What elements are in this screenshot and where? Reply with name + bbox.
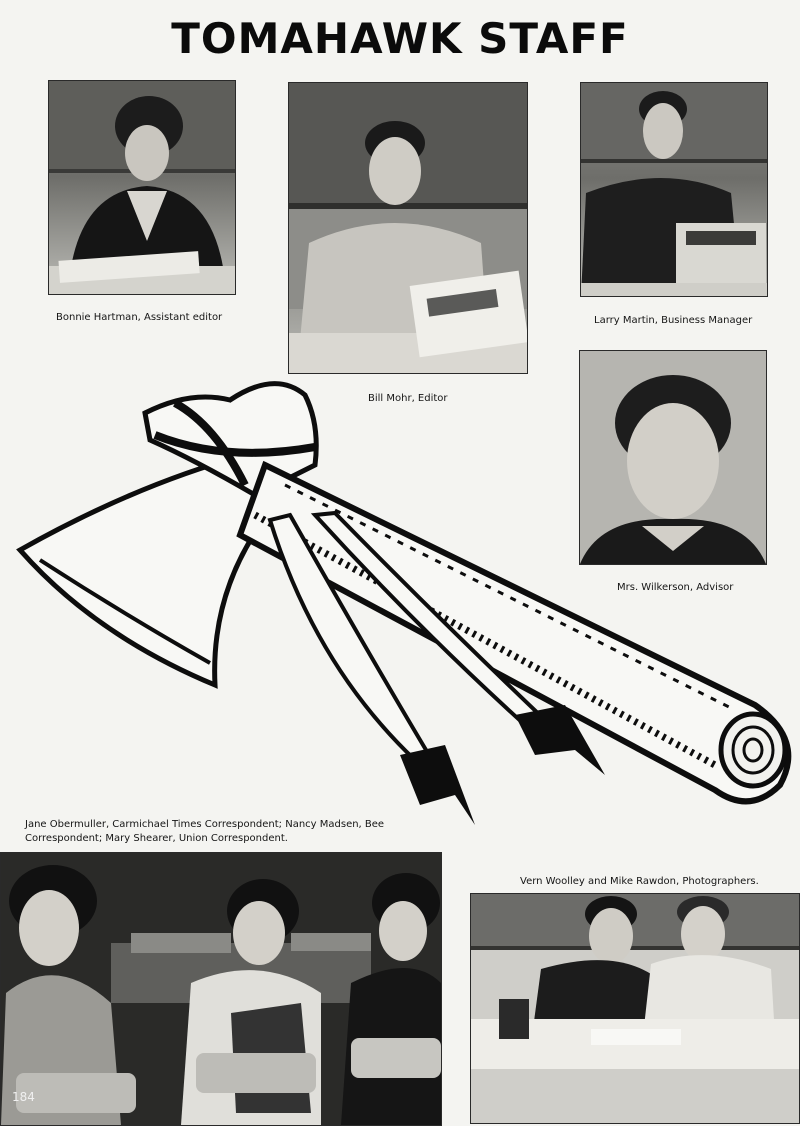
portrait-figure-icon [581,83,767,296]
caption-mrs-wilkerson: Mrs. Wilkerson, Advisor [617,582,734,593]
caption-photographers: Vern Woolley and Mike Rawdon, Photographers. [520,876,759,887]
caption-bill-mohr: Bill Mohr, Editor [368,393,448,404]
page-title: TOMAHAWK STAFF [171,14,629,63]
photo-larry-martin [580,82,768,297]
tomahawk-illustration-icon [15,365,800,835]
caption-larry-martin: Larry Martin, Business Manager [594,315,753,326]
group-photo-icon [471,894,799,1123]
photo-correspondents [0,852,442,1126]
photo-bill-mohr [288,82,528,374]
group-photo-icon [1,853,441,1125]
caption-bonnie-hartman: Bonnie Hartman, Assistant editor [56,312,223,323]
photo-photographers [470,893,800,1124]
portrait-figure-icon [49,81,235,294]
page-number: 184 [12,1090,35,1104]
caption-correspondents: Jane Obermuller, Carmichael Times Correspondent; Nancy Madsen, Bee Correspondent; Mary Shearer, Union Correspondent. [25,819,385,844]
portrait-figure-icon [289,83,527,373]
photo-bonnie-hartman [48,80,236,295]
